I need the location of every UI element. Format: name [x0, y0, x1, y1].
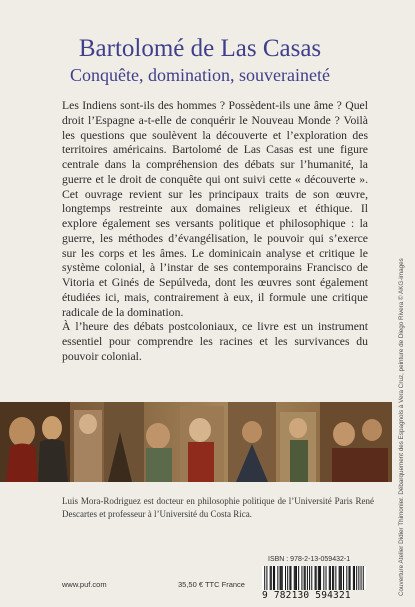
- book-title: Bartolomé de Las Casas: [78, 35, 322, 62]
- barcode-bar: [348, 566, 349, 590]
- barcode-bar: [266, 566, 267, 590]
- barcode-bar: [320, 566, 321, 590]
- barcode-bar: [274, 566, 275, 590]
- barcode-bar: [285, 566, 286, 590]
- barcode-bar: [329, 566, 330, 590]
- barcode-bar: [304, 566, 305, 590]
- barcode-bar: [339, 566, 340, 590]
- blurb: [62, 99, 368, 365]
- barcode-bar: [319, 566, 320, 590]
- barcode-bar: [340, 566, 341, 590]
- barcode-bar: [335, 566, 336, 590]
- barcode-bar: [361, 566, 362, 590]
- cover-credits: Couverture Atelier Didier Thimonier. Débarquement des Espagnols à Vera Cruz, peinture de Diego Rivera © AKG-images: [398, 258, 405, 596]
- barcode-bar: [330, 566, 331, 590]
- barcode-bar: [325, 566, 326, 590]
- barcode-bar: [323, 566, 324, 590]
- barcode-bar: [353, 566, 354, 590]
- barcode-bar: [315, 566, 316, 590]
- barcode-bar: [301, 566, 302, 590]
- barcode-graphic: [262, 566, 366, 590]
- barcode-bar: [346, 566, 347, 590]
- barcode-bar: [305, 566, 306, 590]
- publisher-website[interactable]: www.puf.com: [62, 580, 107, 589]
- barcode-bar: [332, 566, 333, 590]
- barcode-bar: [289, 566, 290, 590]
- barcode-bar: [281, 566, 282, 590]
- barcode-bar: [356, 566, 357, 590]
- barcode-bar: [290, 566, 291, 590]
- barcode-bar: [287, 566, 288, 590]
- barcode: [262, 566, 366, 590]
- blurb-paragraph-1: Les Indiens sont-ils des hommes ? Possèdent-ils une âme ? Quel droit l’Espagne a-t-elle de conquérir le Nouveau Monde ? Voilà les questions que soulèvent la découverte et l’exploration des territoires américains. Bartolomé de Las Casas est une figure centrale dans la compréhension des débats sur l’humanité, la guerre et le droit de conquête qui ont suivi cette « découverte ». Cet ouvrage revient sur les principaux traits de son œuvre, longtemps restreinte aux domaines religieux et éthique. Il explore également ses versants politique et philosophique : la guerre, les méthodes d’évangélisation, le pouvoir qui s’exerce sur les corps et les âmes. Le dominicain analyse et critique le système colonial, à l’instar de ses contemporains Francisco de Vitoria et Ginés de Sepúlveda, dont les œuvres sont également étudiées ici, mais, contrairement à eux, il formule une critique radicale de la domination.: [62, 99, 368, 319]
- price: 35,50 € TTC France: [178, 580, 245, 589]
- blurb-paragraph-2: À l’heure des débats postcoloniaux, ce livre est un instrument essentiel pour comprendre les racines et les survivances du pouvoir colonial.: [62, 320, 368, 363]
- barcode-bar: [280, 566, 281, 590]
- barcode-bar: [343, 566, 344, 590]
- barcode-bar: [273, 566, 274, 590]
- barcode-bar: [363, 566, 364, 590]
- barcode-bar: [318, 566, 319, 590]
- author-note: Luis Mora-Rodriguez est docteur en philosophie politique de l’Université Paris René Descartes et professeur à l’Université du Costa Rica.: [62, 496, 374, 519]
- barcode-bar: [316, 566, 317, 590]
- barcode-bar: [309, 566, 310, 590]
- barcode-number: 9 782130 594321: [262, 590, 351, 601]
- barcode-bar: [264, 566, 265, 590]
- barcode-bar: [333, 566, 334, 590]
- cover-painting-band: [0, 402, 392, 482]
- barcode-bar: [354, 566, 355, 590]
- barcode-bar: [294, 566, 295, 590]
- barcode-bar: [295, 566, 296, 590]
- barcode-bar: [271, 566, 272, 590]
- barcode-bar: [307, 566, 308, 590]
- barcode-bar: [311, 566, 312, 590]
- barcode-bar: [341, 566, 342, 590]
- barcode-bar: [282, 566, 283, 590]
- barcode-bar: [296, 566, 297, 590]
- barcode-bar: [350, 566, 351, 590]
- barcode-bar: [270, 566, 271, 590]
- barcode-bar: [277, 566, 278, 590]
- barcode-bar: [298, 566, 299, 590]
- isbn-label: ISBN : 978-2-13-059432-1: [268, 556, 351, 563]
- barcode-bar: [358, 566, 359, 590]
- book-subtitle: Conquête, domination, souveraineté: [70, 65, 330, 85]
